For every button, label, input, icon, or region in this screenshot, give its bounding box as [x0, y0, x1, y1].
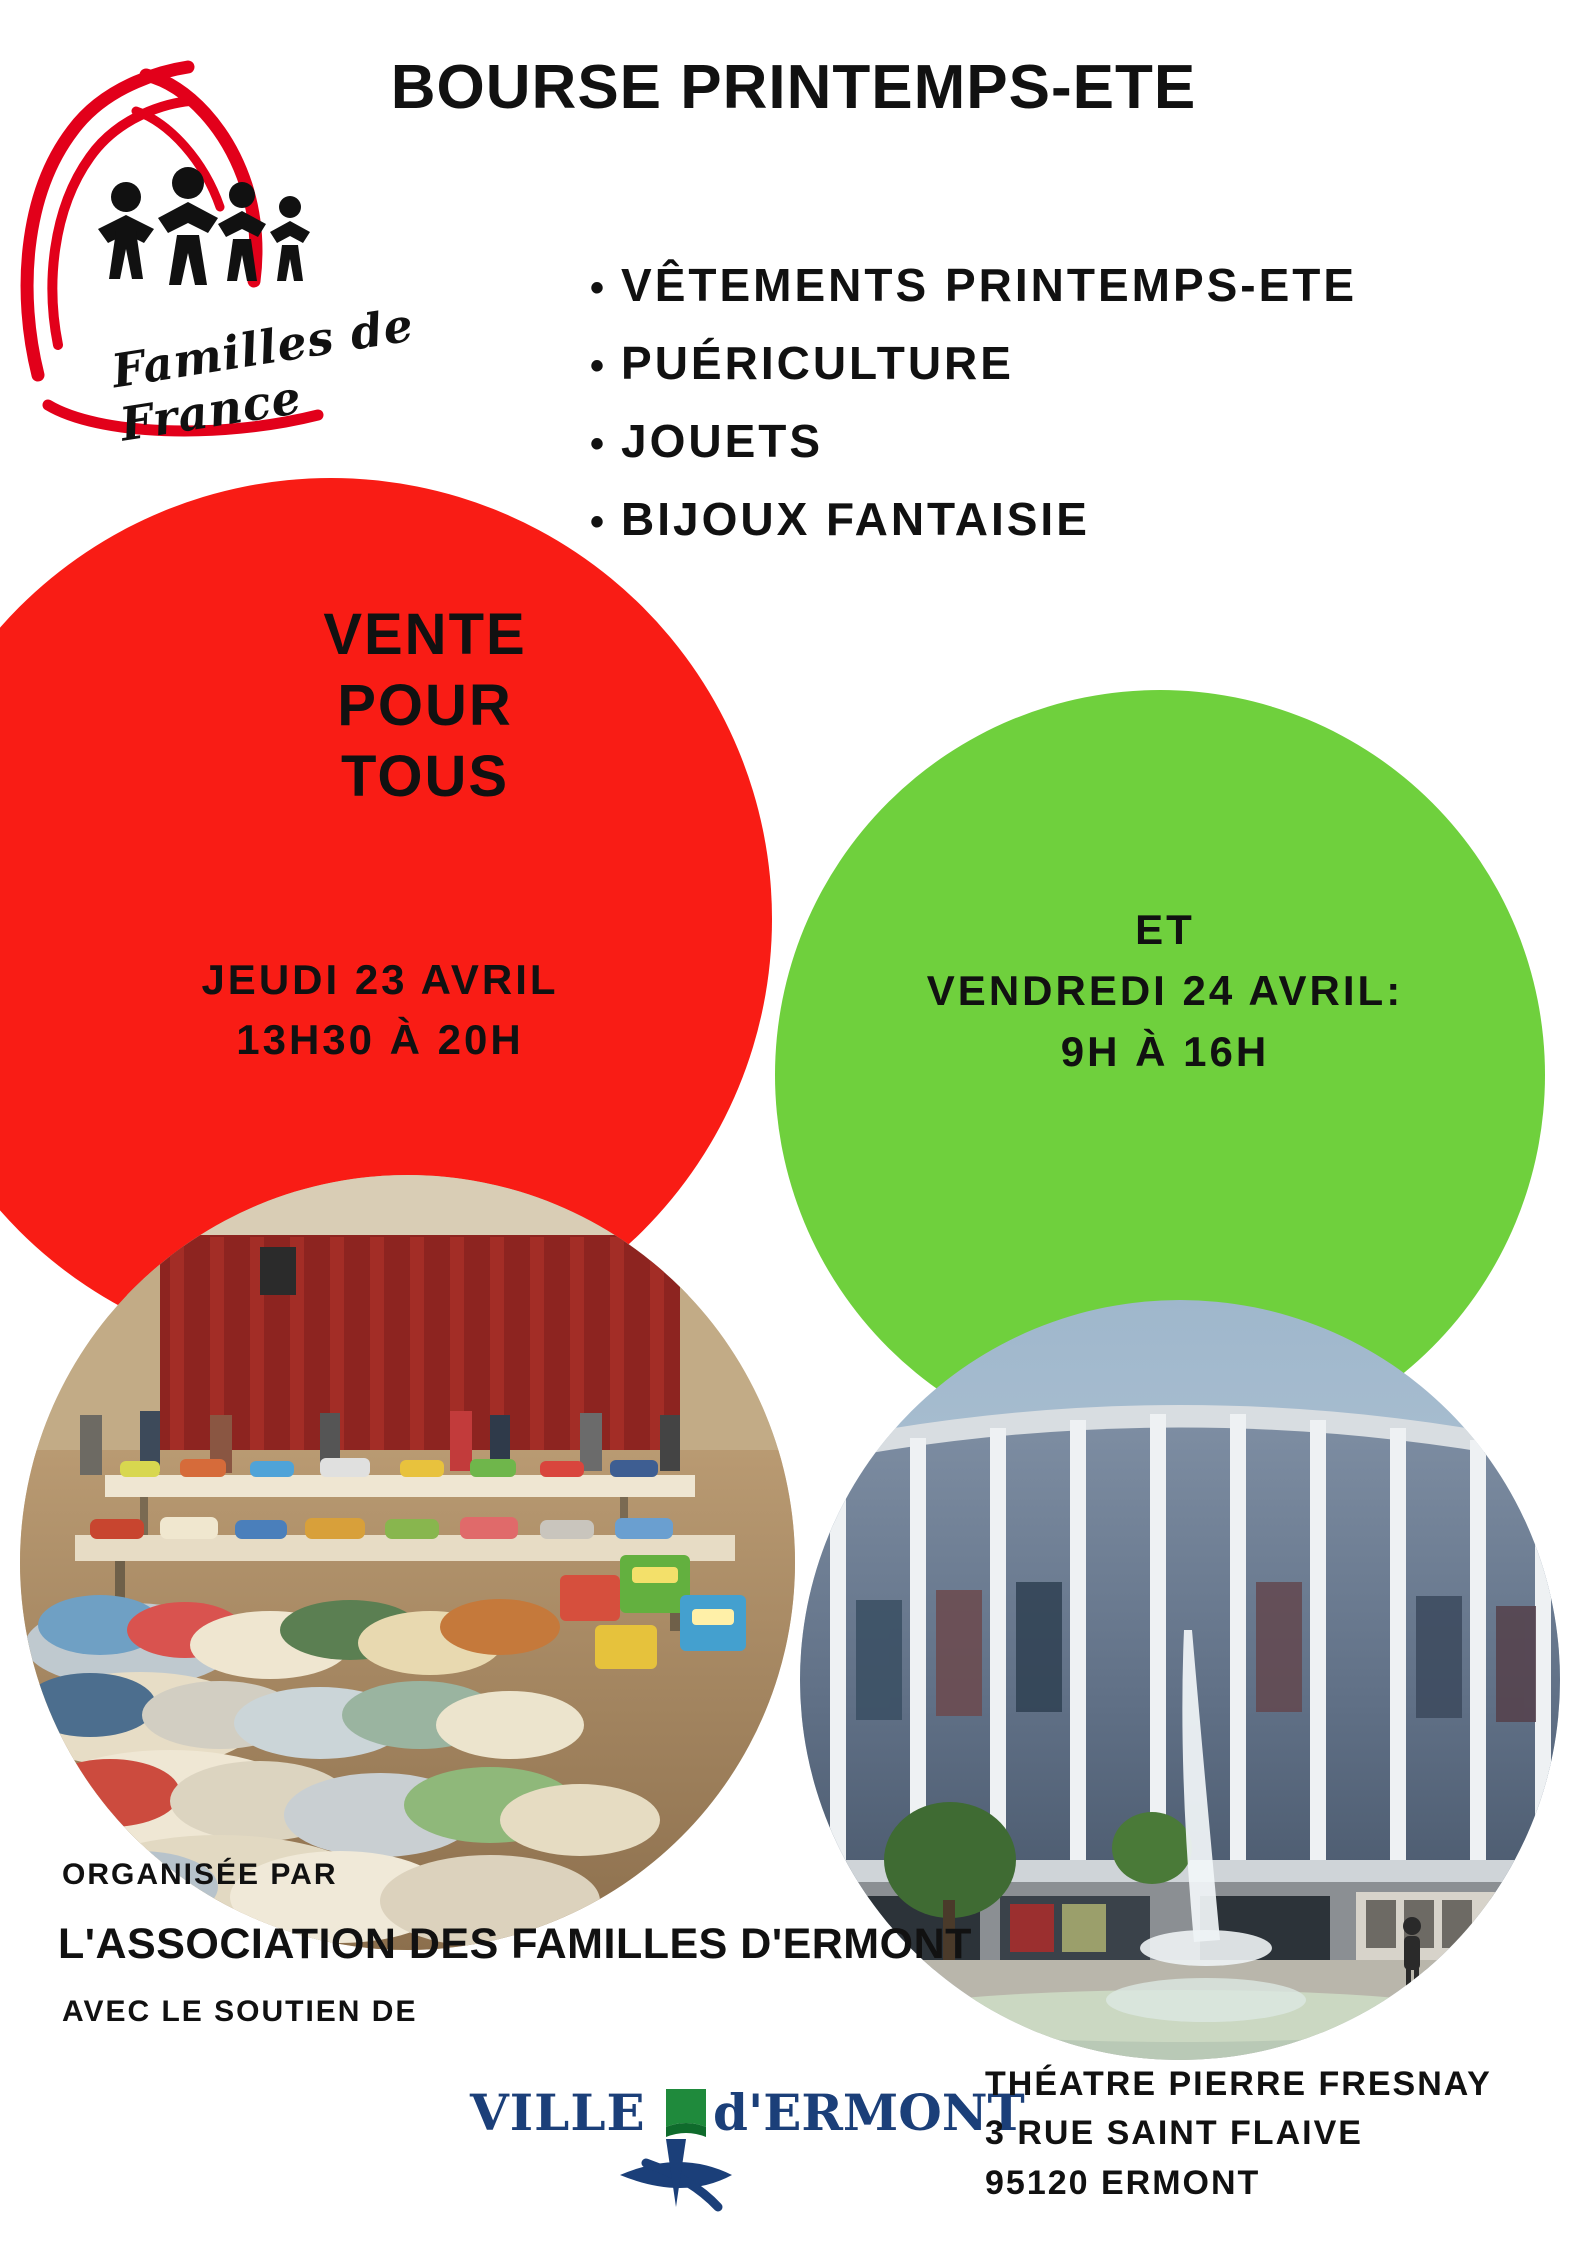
- venue-name: THÉATRE PIERRE FRESNAY: [985, 2065, 1492, 2103]
- conjunction-label: ET: [1135, 906, 1195, 953]
- list-item: [590, 258, 1540, 312]
- venue-street: 3 RUE SAINT FLAIVE: [985, 2114, 1363, 2153]
- thursday-hours: 13H30 À 20H: [236, 1015, 524, 1063]
- friday-hours: 9H À 16H: [1060, 1027, 1270, 1075]
- association-name: L'ASSOCIATION DES FAMILLES D'ERMONT: [58, 1920, 972, 1968]
- list-item-label: BIJOUX FANTAISIE: [621, 493, 1090, 545]
- list-item: [590, 414, 1540, 468]
- bullet-icon: •: [590, 500, 608, 544]
- list-item-label: PUÉRICULTURE: [621, 337, 1014, 389]
- thursday-schedule: [95, 950, 665, 1069]
- organised-by-label: ORGANISÉE PAR: [62, 1858, 338, 1891]
- familles-de-france-logo: [18, 45, 558, 452]
- list-item: [590, 492, 1540, 546]
- sale-heading: [215, 600, 635, 812]
- friday-schedule: [790, 900, 1540, 1083]
- support-label: AVEC LE SOUTIEN DE: [62, 1995, 418, 2028]
- product-categories-list: [590, 258, 1540, 570]
- venue-address: [985, 2060, 1492, 2208]
- ville-logo-part1: VILLE: [470, 2083, 646, 2142]
- list-item: [590, 336, 1540, 390]
- bullet-icon: •: [590, 422, 608, 466]
- friday-date: VENDREDI 24 AVRIL:: [926, 966, 1404, 1014]
- sale-heading-line2: POUR: [337, 672, 513, 738]
- sale-heading-line3: TOUS: [340, 743, 510, 809]
- venue-city: 95120 ERMONT: [985, 2163, 1261, 2202]
- page-title: BOURSE PRINTEMPS-ETE: [390, 53, 1197, 122]
- bullet-icon: •: [590, 266, 608, 310]
- ville-logo-part2: d'ERMONT: [713, 2083, 1025, 2142]
- sale-heading-line1: VENTE: [323, 602, 527, 667]
- list-item-label: JOUETS: [621, 415, 824, 467]
- thursday-date: JEUDI 23 AVRIL: [201, 956, 559, 1003]
- familles-de-france-wordmark: Familles de France: [108, 297, 418, 452]
- ville-d-ermont-logo: [470, 2075, 1025, 2215]
- photo-salle-vente-vetements: [20, 1175, 795, 1950]
- list-item-label: VÊTEMENTS PRINTEMPS-ETE: [621, 259, 1358, 311]
- bullet-icon: •: [590, 344, 608, 388]
